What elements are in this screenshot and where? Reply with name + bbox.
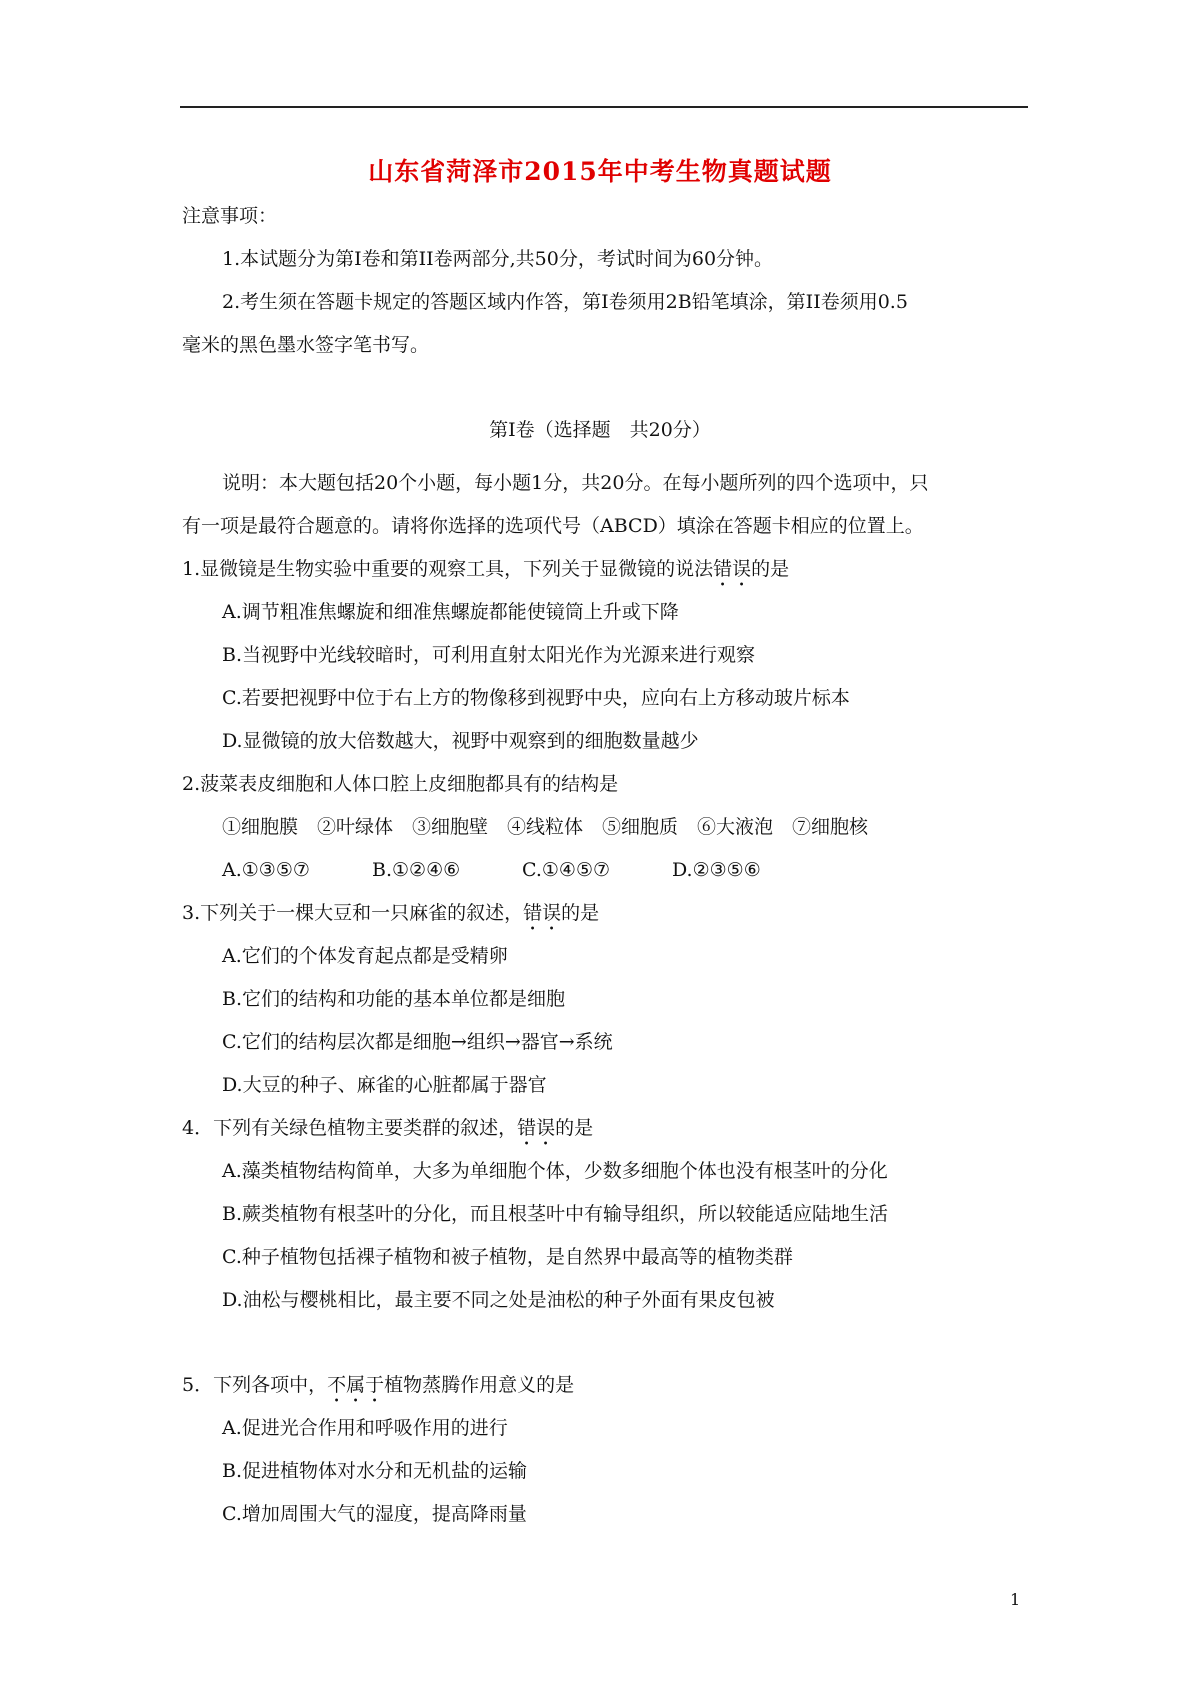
- q3-option-b: B.它们的结构和功能的基本单位都是细胞: [222, 988, 566, 1010]
- q4-option-b: B.蕨类植物有根茎叶的分化，而且根茎叶中有输导组织，所以较能适应陆地生活: [222, 1203, 889, 1225]
- section-desc-2: 有一项是最符合题意的。请将你选择的选项代号（ABCD）填涂在答题卡相应的位置上。: [182, 515, 924, 537]
- q2-option-c: C.①④⑤⑦: [522, 859, 611, 881]
- q3-option-d: D.大豆的种子、麻雀的心脏都属于器官: [222, 1074, 547, 1096]
- q3-option-a: A.它们的个体发育起点都是受精卵: [222, 945, 508, 967]
- q1-stem-emphasis: 错误: [713, 558, 752, 580]
- q4-stem-post: 的是: [555, 1117, 594, 1139]
- q1-stem-post: 的是: [751, 558, 790, 580]
- q5-option-a: A.促进光合作用和呼吸作用的进行: [222, 1417, 508, 1439]
- notice-item-2-cont: 毫米的黑色墨水签字笔书写。: [182, 334, 430, 356]
- q5-option-b: B.促进植物体对水分和无机盐的运输: [222, 1460, 528, 1482]
- exam-title: 山东省菏泽市2015年中考生物真题试题: [368, 157, 832, 186]
- q4-stem-emphasis: 错误: [517, 1117, 556, 1139]
- q2-options: [222, 857, 801, 883]
- q5-stem-emphasis: 不属于: [327, 1374, 385, 1396]
- q1-option-c: C.若要把视野中位于右上方的物像移到视野中央，应向右上方移动玻片标本: [222, 687, 850, 709]
- section-heading: 第Ⅰ卷（选择题 共20分）: [489, 419, 711, 441]
- q4-option-d: D.油松与樱桃相比，最主要不同之处是油松的种子外面有果皮包被: [222, 1289, 775, 1311]
- q1-option-d: D.显微镜的放大倍数越大，视野中观察到的细胞数量越少: [222, 730, 699, 752]
- q3-option-c: C.它们的结构层次都是细胞→组织→器官→系统: [222, 1031, 613, 1053]
- q4-stem-pre: 4．下列有关绿色植物主要类群的叙述，: [182, 1117, 518, 1139]
- q2-option-a: A.①③⑤⑦: [222, 859, 310, 881]
- q3-stem-post: 的是: [561, 902, 600, 924]
- notice-heading: 注意事项：: [182, 205, 278, 227]
- q4-stem: [182, 1115, 593, 1150]
- q3-stem-pre: 3.下列关于一棵大豆和一只麻雀的叙述，: [182, 902, 524, 924]
- q2-stem: 2.菠菜表皮细胞和人体口腔上皮细胞都具有的结构是: [182, 773, 619, 795]
- q2-option-b: B.①②④⑥: [372, 859, 461, 881]
- q4-option-c: C.种子植物包括裸子植物和被子植物，是自然界中最高等的植物类群: [222, 1246, 793, 1268]
- q5-option-c: C.增加周围大气的湿度，提高降雨量: [222, 1503, 527, 1525]
- header-rule: [180, 106, 1028, 108]
- q5-stem-pre: 5．下列各项中，: [182, 1374, 328, 1396]
- q1-stem-pre: 1.显微镜是生物实验中重要的观察工具，下列关于显微镜的说法: [182, 558, 714, 580]
- q4-option-a: A.藻类植物结构简单，大多为单细胞个体，少数多细胞个体也没有根茎叶的分化: [222, 1160, 888, 1182]
- q2-option-d: D.②③⑤⑥: [672, 859, 761, 881]
- q1-option-a: A.调节粗准焦螺旋和细准焦螺旋都能使镜筒上升或下降: [222, 601, 679, 623]
- q5-stem: [182, 1372, 574, 1407]
- q5-stem-post: 植物蒸腾作用意义的是: [384, 1374, 575, 1396]
- page-number: 1: [1010, 1590, 1021, 1609]
- notice-item-1: 1.本试题分为第Ⅰ卷和第II卷两部分,共50分，考试时间为60分钟。: [222, 248, 774, 270]
- notice-item-2: 2.考生须在答题卡规定的答题区域内作答，第Ⅰ卷须用2B铅笔填涂，第II卷须用0.5: [222, 291, 908, 313]
- q3-stem: [182, 900, 599, 935]
- q3-stem-emphasis: 错误: [523, 902, 562, 924]
- q2-items: ①细胞膜 ②叶绿体 ③细胞壁 ④线粒体 ⑤细胞质 ⑥大液泡 ⑦细胞核: [222, 816, 869, 838]
- q1-stem: [182, 556, 789, 591]
- section-desc-1: 说明：本大题包括20个小题，每小题1分，共20分。在每小题所列的四个选项中，只: [222, 472, 929, 494]
- q1-option-b: B.当视野中光线较暗时，可利用直射太阳光作为光源来进行观察: [222, 644, 756, 666]
